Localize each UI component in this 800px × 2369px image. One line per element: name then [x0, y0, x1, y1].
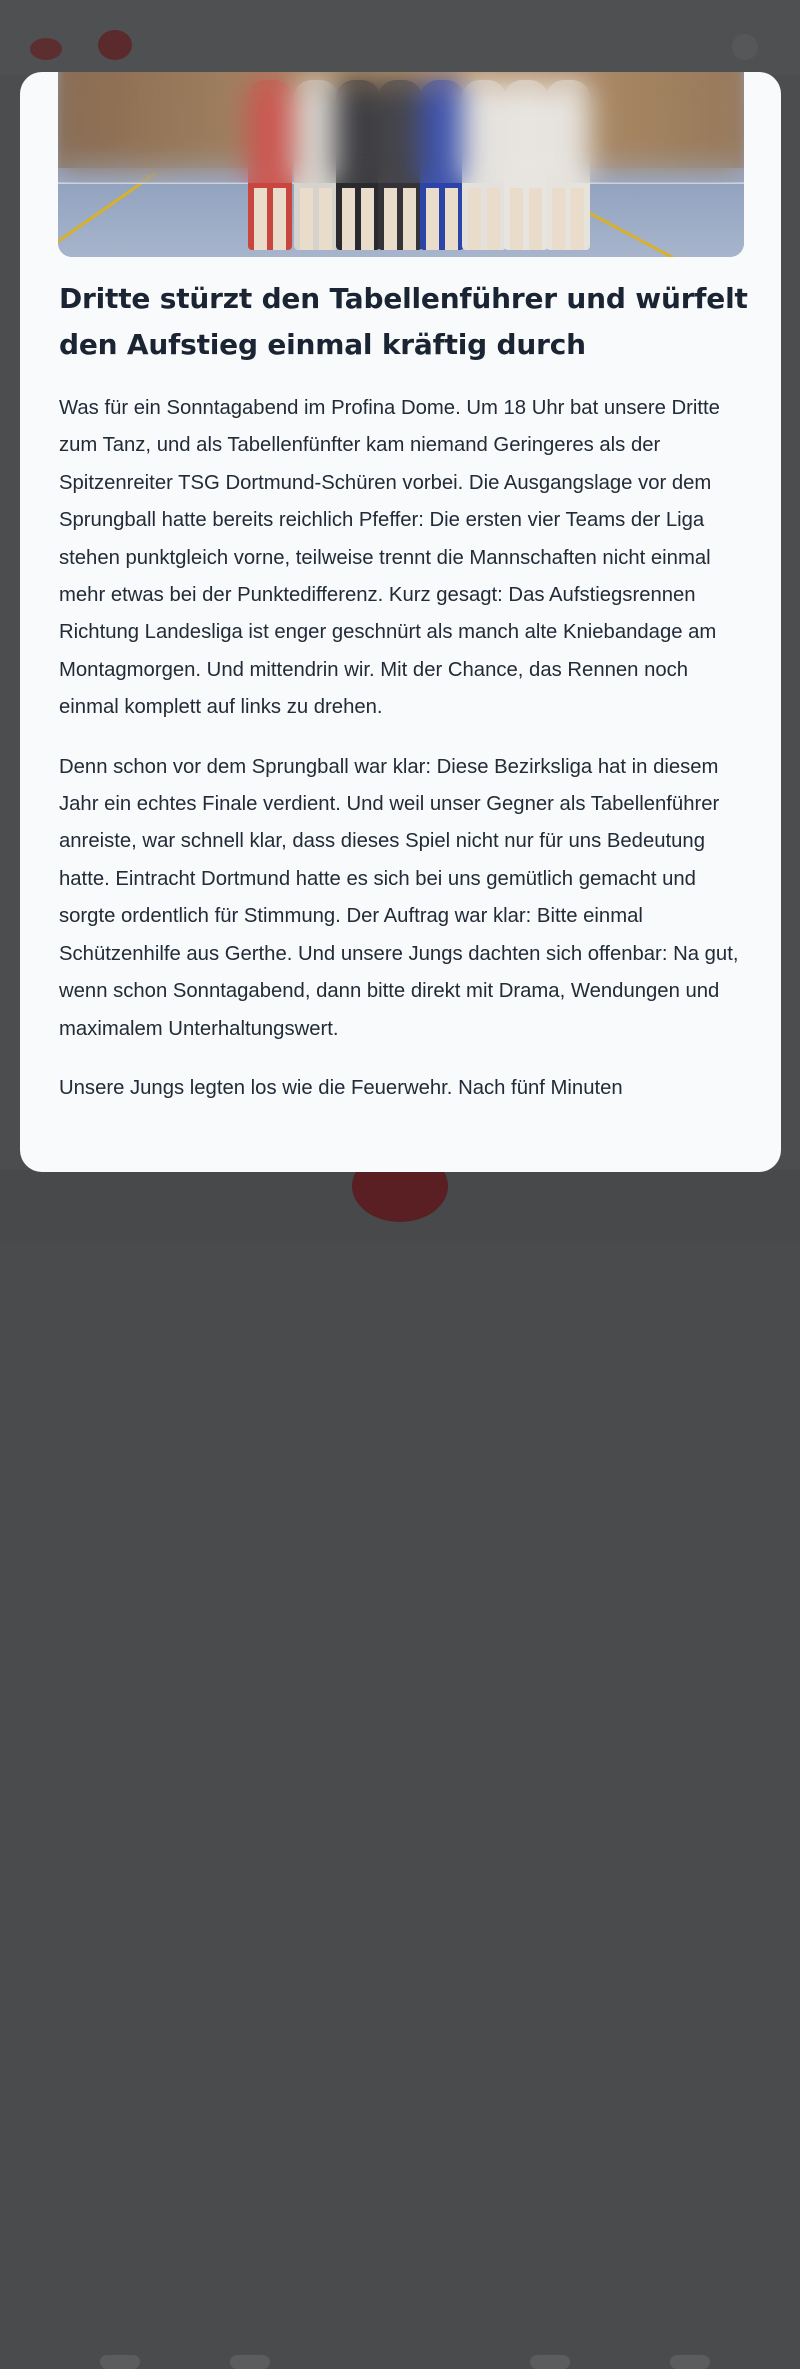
- background-nav-item: [100, 2355, 140, 2369]
- article-paragraph: Unsere Jungs legten los wie die Feuerwehr. Nach fünf Minuten: [59, 1076, 623, 1099]
- background-nav-item: [670, 2355, 710, 2369]
- article-hero-image: [58, 72, 744, 257]
- article-title: Dritte stürzt den Tabellenführer und würfelt den Aufstieg einmal kräftig durch: [59, 282, 748, 361]
- background-nav-item: [230, 2355, 270, 2369]
- background-logo-icon: [30, 38, 62, 60]
- background-badge-icon: [98, 30, 132, 60]
- article-paragraph: Was für ein Sonntagabend im Profina Dome. Um 18 Uhr bat unsere Dritte zum Tanz, und als Tabellenfünfter kam niemand Geringeres als der Spitzenreiter TSG Dortmund-Schüren vorbei. Die Ausgangslage vor dem Sprungball hatte bereits reichlich Pfeffer: Die ersten vier Teams der Liga stehen punktgleich vorne, teilweise trennt die Mannschaften nicht einmal mehr etwas bei der Punktedifferenz. Kurz gesagt: Das Aufstiegsrennen Richtung Landesliga ist enger geschnürt als manch alte Kniebandage am Montagmorgen. Und mittendrin wir. Mit der Chance, das Rennen noch einmal komplett auf links zu drehen.: [59, 397, 720, 719]
- article-body: [59, 276, 749, 1129]
- article-paragraph: Denn schon vor dem Sprungball war klar: Diese Bezirksliga hat in diesem Jahr ein echtes Finale verdient. Und weil unser Gegner als Tabellenführer anreiste, war schnell klar, dass dieses Spiel nicht nur für uns Bedeutung hatte. Eintracht Dortmund hatte es sich bei uns gemütlich gemacht und sorgte ordentlich für Stimmung. Der Auftrag war klar: Bitte einmal Schützenhilfe aus Gerthe. Und unsere Jungs dachten sich offenbar: Na gut, wenn schon Sonntagabend, dann bitte direkt mit Drama, Wendungen und maximalem Unterhaltungswert.: [59, 755, 739, 1040]
- background-nav-item: [530, 2355, 570, 2369]
- background-header: [0, 0, 800, 75]
- background-menu-icon: [732, 34, 758, 60]
- article-modal[interactable]: [20, 72, 781, 1172]
- hero-blur-overlay: [58, 72, 744, 183]
